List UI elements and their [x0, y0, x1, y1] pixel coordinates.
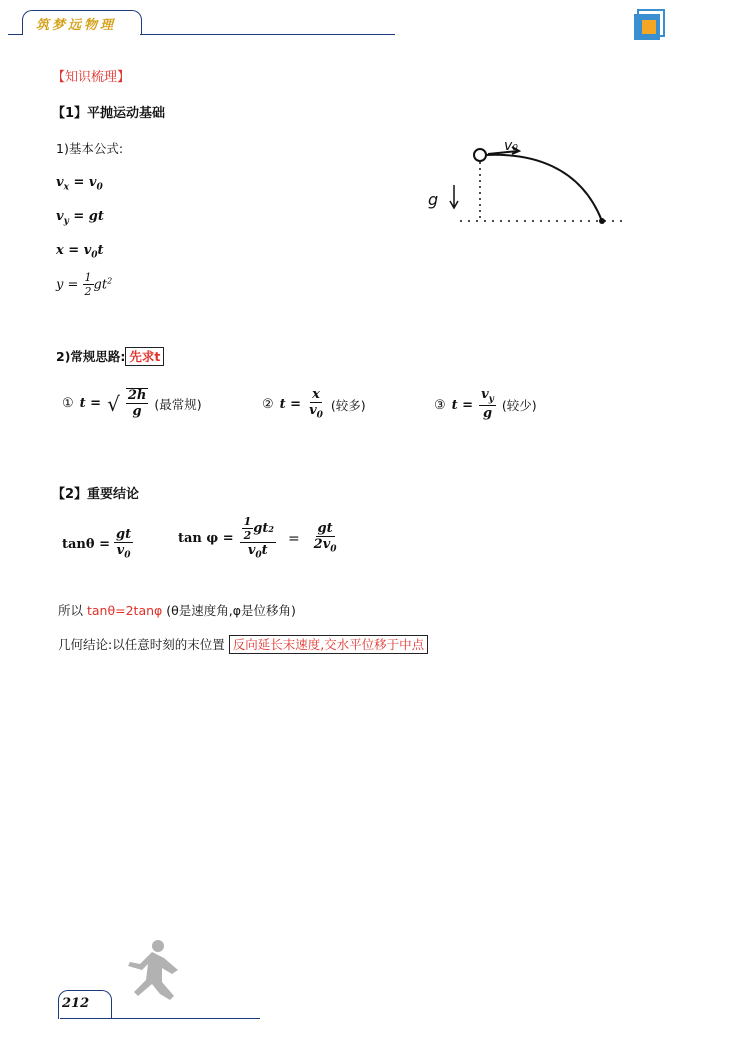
geometry-box: 反向延长末速度,交水平位移于中点 [229, 635, 428, 654]
header-brand: 筑梦远物理 [36, 18, 117, 33]
tan-phi-formula: tan φ = $\frac{1}{2}$ gt 2 $v_0t$ = $\frac{gt}{2v_0}$ [178, 515, 337, 561]
formula-vy: $v_y$ = gt [56, 209, 104, 227]
geometry-line: 几何结论:以任意时刻的末位置 反向延长末速度,交水平位移于中点 [58, 635, 428, 653]
approach-label: 2)常规思路: 先求t [56, 347, 164, 365]
footer-rule [60, 1018, 260, 1019]
trajectory-curve [486, 155, 602, 221]
tan-theta-formula: tanθ = $\frac{gt}{v_0}$ [62, 527, 132, 561]
projectile-diagram [420, 135, 640, 235]
method-2: ② t = $\frac{x}{v_0}$ (较多) [262, 387, 366, 421]
formula-x: $x = v_0t$ [56, 243, 104, 261]
book-logo-icon [632, 8, 666, 42]
header-rule-left [8, 34, 22, 35]
v0-label: v₀ [504, 138, 518, 154]
method-3: ③ t = $\frac{v_y}{g}$ (较少) [434, 387, 537, 422]
formula-y: y = $\frac{1}{2}$ $gt^2$ [56, 271, 113, 299]
header-rule [140, 34, 395, 35]
formula-vx: $v_x = v_0$ [56, 175, 103, 193]
basic-formula-label: 1)基本公式: [56, 141, 124, 156]
approach-box: 先求t [125, 347, 164, 366]
landing-point [599, 218, 605, 224]
section-title: 【知识梳理】 [52, 70, 131, 85]
runner-illustration-icon [100, 930, 200, 1010]
page-number: 212 [62, 996, 90, 1011]
ball-icon [474, 149, 486, 161]
part2-heading: 【2】重要结论 [52, 487, 140, 502]
conclusion-line: 所以 tanθ=2tanφ (θ是速度角,φ是位移角) [58, 603, 296, 618]
method-1: ① t = √ $\frac{2h}{g}$ (最常规) [62, 388, 202, 420]
part1-heading: 【1】平抛运动基础 [52, 106, 166, 121]
g-label: g [428, 190, 439, 209]
